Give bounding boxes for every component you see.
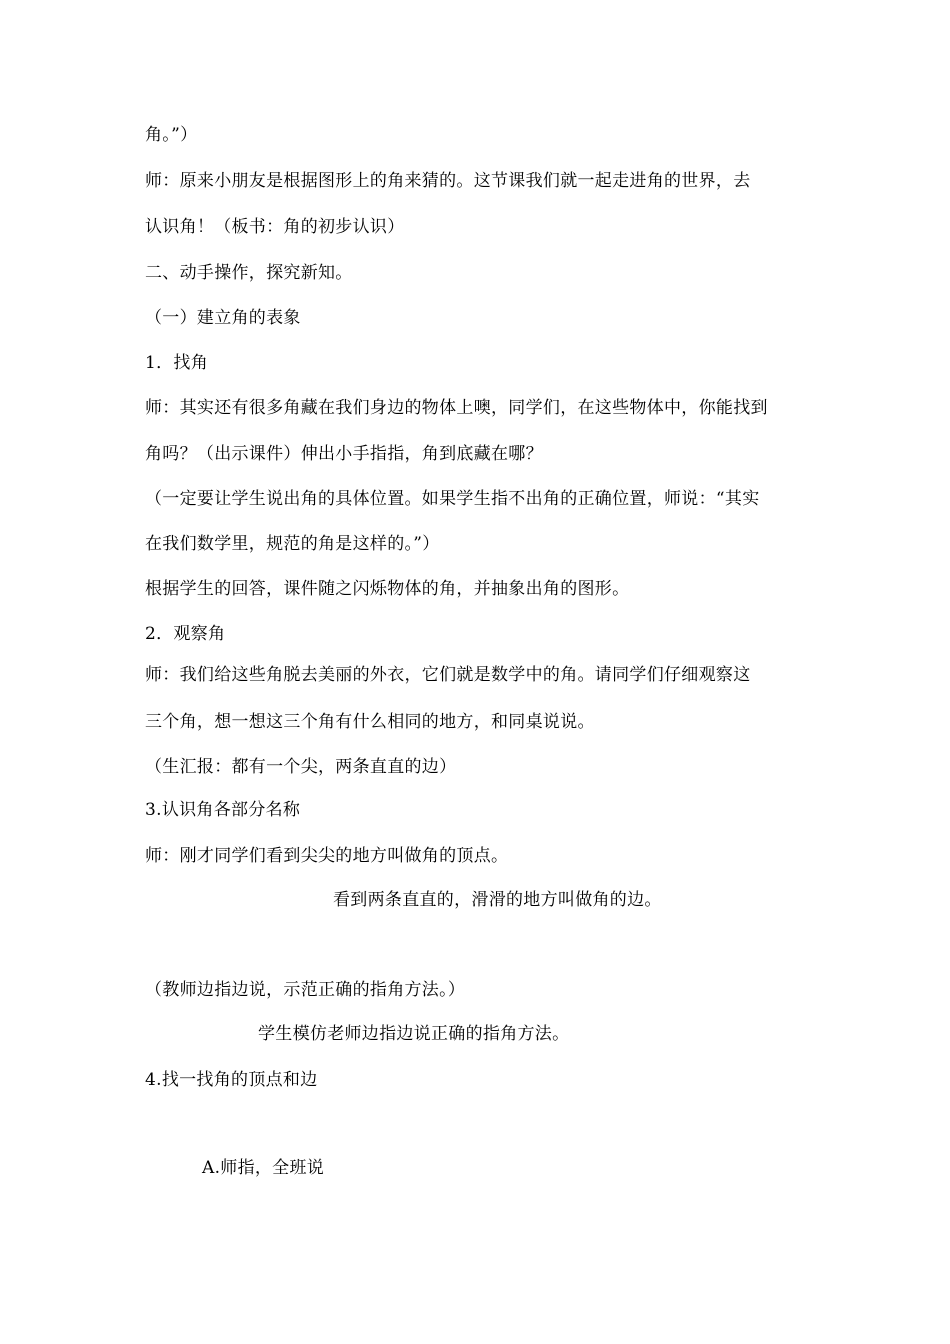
step-heading-1: 1．找角 <box>145 353 209 373</box>
text-line-11: 根据学生的回答，课件随之闪烁物体的角，并抽象出角的图形。 <box>145 579 630 599</box>
text-line-19: （教师边指边说，示范正确的指角方法。） <box>145 980 466 1000</box>
step-heading-3: 3.认识角各部分名称 <box>145 800 301 820</box>
text-line-7: 师：其实还有很多角藏在我们身边的物体上噢，同学们，在这些物体中，你能找到 <box>145 398 768 418</box>
text-line-2: 师：原来小朋友是根据图形上的角来猜的。这节课我们就一起走进角的世界，去 <box>145 171 751 191</box>
text-line-13: 师：我们给这些角脱去美丽的外衣，它们就是数学中的角。请同学们仔细观察这 <box>145 665 751 685</box>
text-line-9: （一定要让学生说出角的具体位置。如果学生指不出角的正确位置，师说：“其实 <box>145 489 760 509</box>
text-line-8: 角吗？（出示课件）伸出小手指指，角到底藏在哪？ <box>145 444 543 464</box>
text-line-22: A.师指，全班说 <box>202 1158 325 1178</box>
text-line-14: 三个角，想一想这三个角有什么相同的地方，和同桌说说。 <box>145 712 595 732</box>
text-line-1: 角。”） <box>145 125 198 145</box>
step-heading-4: 4.找一找角的顶点和边 <box>145 1070 318 1090</box>
text-line-20: 学生模仿老师边指边说正确的指角方法。 <box>258 1024 570 1044</box>
text-line-3: 认识角！（板书：角的初步认识） <box>145 217 405 237</box>
subsection-heading-1: （一）建立角的表象 <box>145 308 301 328</box>
text-line-10: 在我们数学里，规范的角是这样的。”） <box>145 534 440 554</box>
text-line-15: （生汇报：都有一个尖，两条直直的边） <box>145 757 457 777</box>
step-heading-2: 2．观察角 <box>145 624 226 644</box>
section-heading-2: 二、动手操作，探究新知。 <box>145 263 353 283</box>
text-line-17: 师：刚才同学们看到尖尖的地方叫做角的顶点。 <box>145 846 509 866</box>
text-line-18: 看到两条直直的，滑滑的地方叫做角的边。 <box>333 890 662 910</box>
